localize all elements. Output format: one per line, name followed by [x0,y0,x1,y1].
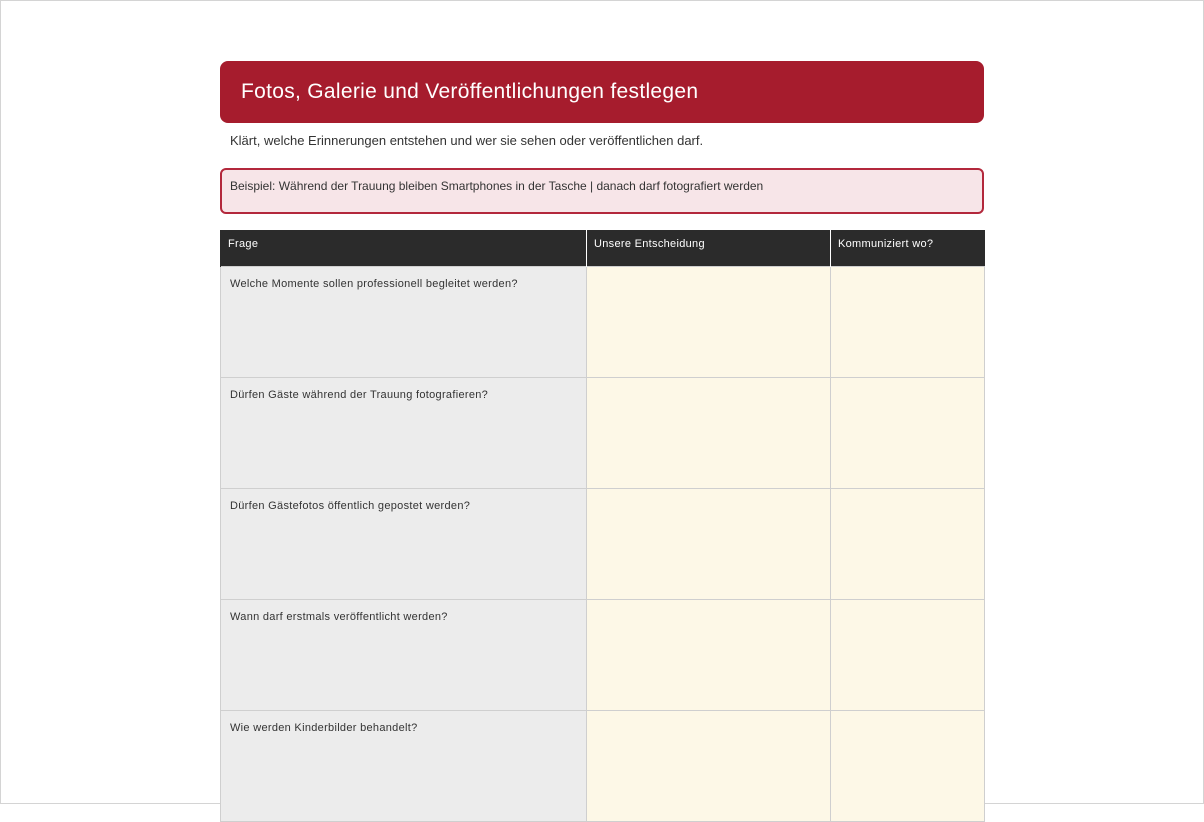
question-cell: Wann darf erstmals veröffentlicht werden? [221,599,587,710]
communicated-input-cell[interactable] [831,599,985,710]
table-row [221,599,985,710]
page-subtitle: Klärt, welche Erinnerungen entstehen und wer sie sehen oder veröffentlichen darf. [230,133,704,148]
question-cell: Welche Momente sollen professionell begleitet werden? [221,266,587,377]
table-row [221,488,985,599]
table-row [221,710,985,821]
page-title: Fotos, Galerie und Veröffentlichungen festlegen [241,80,699,103]
decision-input-cell[interactable] [587,710,831,821]
column-header-communicated: Kommuniziert wo? [831,230,985,266]
example-text: Beispiel: Während der Trauung bleiben Smartphones in der Tasche | danach darf fotografiert werden [230,179,764,193]
decision-input-cell[interactable] [587,488,831,599]
column-header-question: Frage [221,230,587,266]
worksheet [220,61,984,822]
question-cell: Dürfen Gäste während der Trauung fotografieren? [221,377,587,488]
table-row [221,266,985,377]
decision-input-cell[interactable] [587,266,831,377]
communicated-input-cell[interactable] [831,488,985,599]
example-callout [220,168,984,214]
communicated-input-cell[interactable] [831,377,985,488]
column-header-decision: Unsere Entscheidung [587,230,831,266]
communicated-input-cell[interactable] [831,266,985,377]
decision-input-cell[interactable] [587,377,831,488]
question-cell: Wie werden Kinderbilder behandelt? [221,710,587,821]
table-header-row [221,230,985,266]
table-row [221,377,985,488]
decision-table [220,230,985,822]
title-banner [220,61,984,123]
question-cell: Dürfen Gästefotos öffentlich gepostet werden? [221,488,587,599]
decision-input-cell[interactable] [587,599,831,710]
communicated-input-cell[interactable] [831,710,985,821]
